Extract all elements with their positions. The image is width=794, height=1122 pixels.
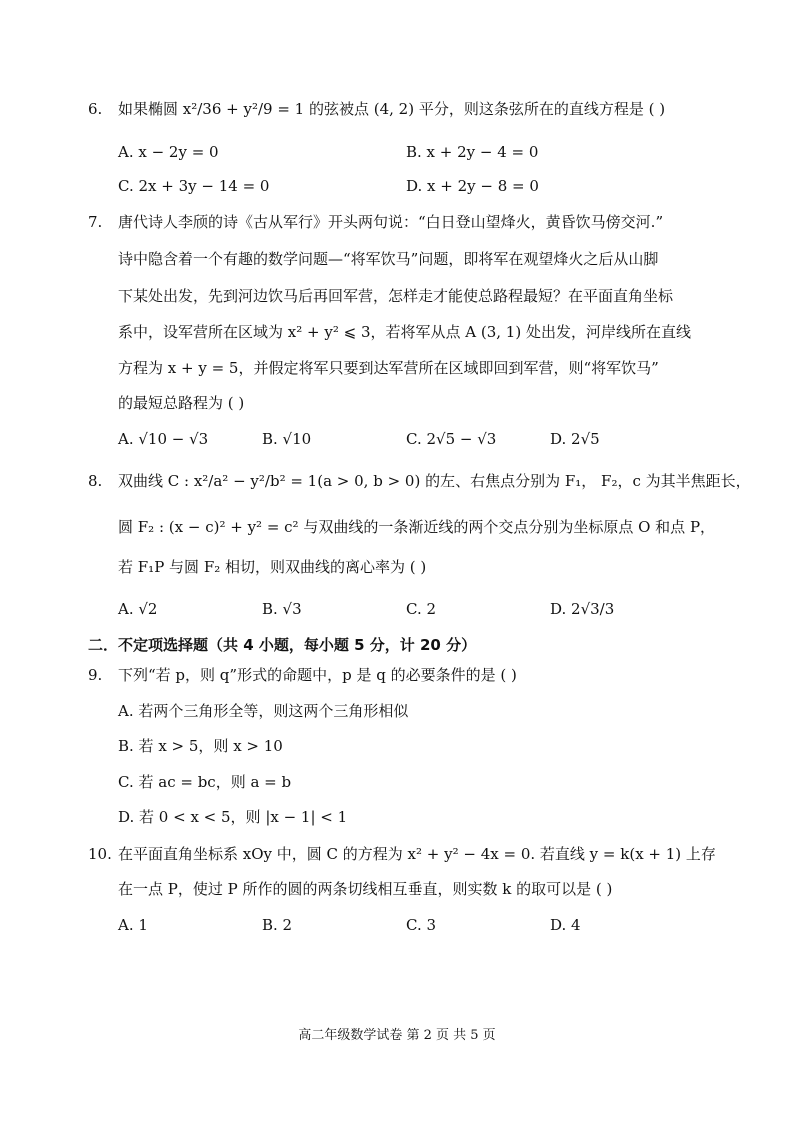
- q8-line-1: 双曲线 C : x²/a² − y²/b² = 1(a > 0, b > 0) 的左、右焦点分别为 F₁， F₂，c 为其半焦距长，: [118, 472, 751, 490]
- q8-option-a: A. √2: [118, 600, 158, 618]
- q10-number: 10.: [88, 845, 112, 863]
- q10-option-d: D. 4: [550, 916, 581, 934]
- q7-line-5: 方程为 x + y = 5，并假定将军只要到达军营所在区域即回到军营，则“将军饮马”: [118, 359, 659, 377]
- q7-line-3: 下某处出发，先到河边饮马后再回军营，怎样走才能使总路程最短？在平面直角坐标: [118, 287, 674, 305]
- q7-option-a: A. √10 − √3: [118, 430, 209, 448]
- q7-option-c: C. 2√5 − √3: [406, 430, 497, 448]
- q6-option-c: C. 2x + 3y − 14 = 0: [118, 177, 270, 195]
- q8-line-3: 若 F₁P 与圆 F₂ 相切，则双曲线的离心率为 ( ): [118, 558, 427, 576]
- q9-option-d: D. 若 0 < x < 5，则 |x − 1| < 1: [118, 808, 348, 826]
- page-footer: 高二年级数学试卷 第 2 页 共 5 页: [298, 1028, 496, 1043]
- q7-line-4: 系中，设军营所在区域为 x² + y² ⩽ 3，若将军从点 A (3, 1) 处出发，河岸线所在直线: [118, 323, 691, 341]
- q8-line-2: 圆 F₂ : (x − c)² + y² = c² 与双曲线的一条渐近线的两个交点分别为坐标原点 O 和点 P，: [118, 518, 716, 536]
- q6-stem: 如果椭圆 x²/36 + y²/9 = 1 的弦被点 (4, 2) 平分，则这条弦所在的直线方程是 ( ): [118, 100, 666, 118]
- q9-stem: 下列“若 p，则 q”形式的命题中，p 是 q 的必要条件的是 ( ): [118, 666, 517, 684]
- q10-option-a: A. 1: [118, 916, 148, 934]
- q8-number: 8.: [88, 472, 103, 490]
- q6-option-d: D. x + 2y − 8 = 0: [406, 177, 539, 195]
- q8-option-c: C. 2: [406, 600, 437, 618]
- q10-option-c: C. 3: [406, 916, 437, 934]
- q6-option-b: B. x + 2y − 4 = 0: [406, 143, 539, 161]
- section-heading-multiple-choice: 二．不定项选择题（共 4 小题，每小题 5 分，计 20 分）: [88, 636, 477, 654]
- q6-number: 6.: [88, 100, 103, 118]
- q7-option-b: B. √10: [262, 430, 312, 448]
- q10-line-2: 在一点 P，使过 P 所作的圆的两条切线相互垂直，则实数 k 的取可以是 ( ): [118, 880, 613, 898]
- q8-option-d: D. 2√3/3: [550, 600, 615, 618]
- q10-option-b: B. 2: [262, 916, 293, 934]
- q7-line-6: 的最短总路程为 ( ): [118, 394, 245, 412]
- q8-option-b: B. √3: [262, 600, 302, 618]
- q7-number: 7.: [88, 213, 103, 231]
- q7-line-2: 诗中隐含着一个有趣的数学问题—“将军饮马”问题，即将军在观望烽火之后从山脚: [118, 250, 659, 268]
- q9-option-b: B. 若 x > 5，则 x > 10: [118, 737, 283, 755]
- q9-option-a: A. 若两个三角形全等，则这两个三角形相似: [118, 702, 409, 720]
- q6-option-a: A. x − 2y = 0: [118, 143, 219, 161]
- q10-line-1: 在平面直角坐标系 xOy 中，圆 C 的方程为 x² + y² − 4x = 0. 若直线 y = k(x + 1) 上存: [118, 845, 716, 863]
- q9-option-c: C. 若 ac = bc，则 a = b: [118, 773, 292, 791]
- q9-number: 9.: [88, 666, 103, 684]
- q7-line-1: 唐代诗人李颀的诗《古从军行》开头两句说：“白日登山望烽火，黄昏饮马傍交河.”: [118, 213, 664, 231]
- q7-option-d: D. 2√5: [550, 430, 600, 448]
